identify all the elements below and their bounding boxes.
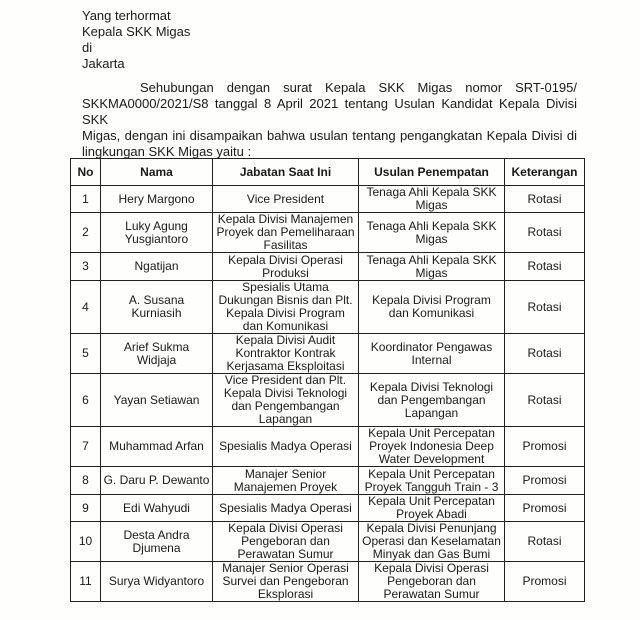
cell-usulan: Kepala Unit Percepatan Proyek Abadi [359, 495, 505, 522]
address-recipient: Kepala SKK Migas [82, 24, 191, 39]
cell-keterangan: Rotasi [505, 334, 585, 374]
cell-jabatan: Spesialis Madya Operasi [213, 427, 359, 467]
cell-nama: A. Susana Kurniasih [101, 281, 213, 334]
cell-nama: Desta Andra Djumena [101, 522, 213, 562]
cell-keterangan: Rotasi [505, 253, 585, 281]
cell-jabatan: Kepala Divisi Operasi Produksi [213, 253, 359, 281]
cell-jabatan: Vice President dan Plt. Kepala Divisi Teknologi dan Pengembangan Lapangan [213, 374, 359, 427]
table-row [71, 334, 585, 374]
body-paragraph [82, 80, 577, 160]
paragraph-line: SKKMA0000/2021/S8 tanggal 8 April 2021 tentang Usulan Kandidat Kepala Divisi SKK [82, 96, 577, 127]
cell-keterangan: Rotasi [505, 281, 585, 334]
header-keterangan: Keterangan [505, 159, 585, 186]
cell-no: 3 [71, 253, 101, 281]
table-row [71, 562, 585, 602]
header-nama: Nama [101, 159, 213, 186]
table-header-row [71, 159, 585, 186]
cell-usulan: Kepala Unit Percepatan Proyek Indonesia Deep Water Development [359, 427, 505, 467]
cell-usulan: Kepala Divisi Program dan Komunikasi [359, 281, 505, 334]
cell-usulan: Tenaga Ahli Kepala SKK Migas [359, 213, 505, 253]
table-row [71, 495, 585, 522]
cell-nama: Arief Sukma Widjaja [101, 334, 213, 374]
cell-no: 5 [71, 334, 101, 374]
cell-nama: Surya Widyantoro [101, 562, 213, 602]
cell-no: 10 [71, 522, 101, 562]
cell-jabatan: Manajer Senior Operasi Survei dan Pengeboran Eksplorasi [213, 562, 359, 602]
table-row [71, 186, 585, 213]
cell-jabatan: Kepala Divisi Operasi Pengeboran dan Perawatan Sumur [213, 522, 359, 562]
cell-usulan: Koordinator Pengawas Internal [359, 334, 505, 374]
cell-no: 9 [71, 495, 101, 522]
cell-jabatan: Spesialis Utama Dukungan Bisnis dan Plt. Kepala Divisi Program dan Komunikasi [213, 281, 359, 334]
header-usulan: Usulan Penempatan [359, 159, 505, 186]
address-preposition: di [82, 40, 93, 55]
header-jabatan: Jabatan Saat Ini [213, 159, 359, 186]
cell-usulan: Kepala Divisi Operasi Pengeboran dan Perawatan Sumur [359, 562, 505, 602]
paragraph-line: lingkungan SKK Migas yaitu : [82, 144, 252, 159]
cell-jabatan: Spesialis Madya Operasi [213, 495, 359, 522]
cell-usulan: Kepala Divisi Penunjang Operasi dan Keselamatan Minyak dan Gas Bumi [359, 522, 505, 562]
cell-nama: Hery Margono [101, 186, 213, 213]
cell-nama: G. Daru P. Dewanto [101, 467, 213, 495]
table-row [71, 253, 585, 281]
recipient-address [82, 8, 190, 72]
cell-no: 7 [71, 427, 101, 467]
paragraph-line: Migas, dengan ini disampaikan bahwa usulan tentang pengangkatan Kepala Divisi di [82, 128, 577, 143]
header-no: No [71, 159, 101, 186]
cell-keterangan: Promosi [505, 467, 585, 495]
cell-jabatan: Kepala Divisi Audit Kontraktor Kontrak Kerjasama Eksploitasi [213, 334, 359, 374]
cell-keterangan: Rotasi [505, 374, 585, 427]
table-row [71, 213, 585, 253]
cell-keterangan: Rotasi [505, 186, 585, 213]
table-row [71, 281, 585, 334]
cell-usulan: Kepala Unit Percepatan Proyek Tangguh Train - 3 [359, 467, 505, 495]
table-row [71, 427, 585, 467]
cell-nama: Muhammad Arfan [101, 427, 213, 467]
cell-keterangan: Rotasi [505, 213, 585, 253]
cell-keterangan: Rotasi [505, 522, 585, 562]
cell-no: 6 [71, 374, 101, 427]
cell-jabatan: Manajer Senior Manajemen Proyek [213, 467, 359, 495]
cell-no: 2 [71, 213, 101, 253]
cell-no: 11 [71, 562, 101, 602]
cell-keterangan: Promosi [505, 495, 585, 522]
cell-jabatan: Vice President [213, 186, 359, 213]
address-salutation: Yang terhormat [82, 8, 171, 23]
table-row [71, 467, 585, 495]
paragraph-line: Sehubungan dengan surat Kepala SKK Migas nomor SRT-0195/ [140, 80, 577, 95]
cell-keterangan: Promosi [505, 562, 585, 602]
cell-usulan: Kepala Divisi Teknologi dan Pengembangan Lapangan [359, 374, 505, 427]
cell-keterangan: Promosi [505, 427, 585, 467]
cell-jabatan: Kepala Divisi Manajemen Proyek dan Pemeliharaan Fasilitas [213, 213, 359, 253]
cell-no: 8 [71, 467, 101, 495]
cell-no: 1 [71, 186, 101, 213]
candidate-table [70, 158, 585, 602]
table-row [71, 374, 585, 427]
cell-nama: Yayan Setiawan [101, 374, 213, 427]
cell-no: 4 [71, 281, 101, 334]
cell-usulan: Tenaga Ahli Kepala SKK Migas [359, 253, 505, 281]
cell-nama: Luky Agung Yusgiantoro [101, 213, 213, 253]
cell-nama: Edi Wahyudi [101, 495, 213, 522]
address-city: Jakarta [82, 56, 125, 71]
cell-usulan: Tenaga Ahli Kepala SKK Migas [359, 186, 505, 213]
cell-nama: Ngatijan [101, 253, 213, 281]
table-row [71, 522, 585, 562]
